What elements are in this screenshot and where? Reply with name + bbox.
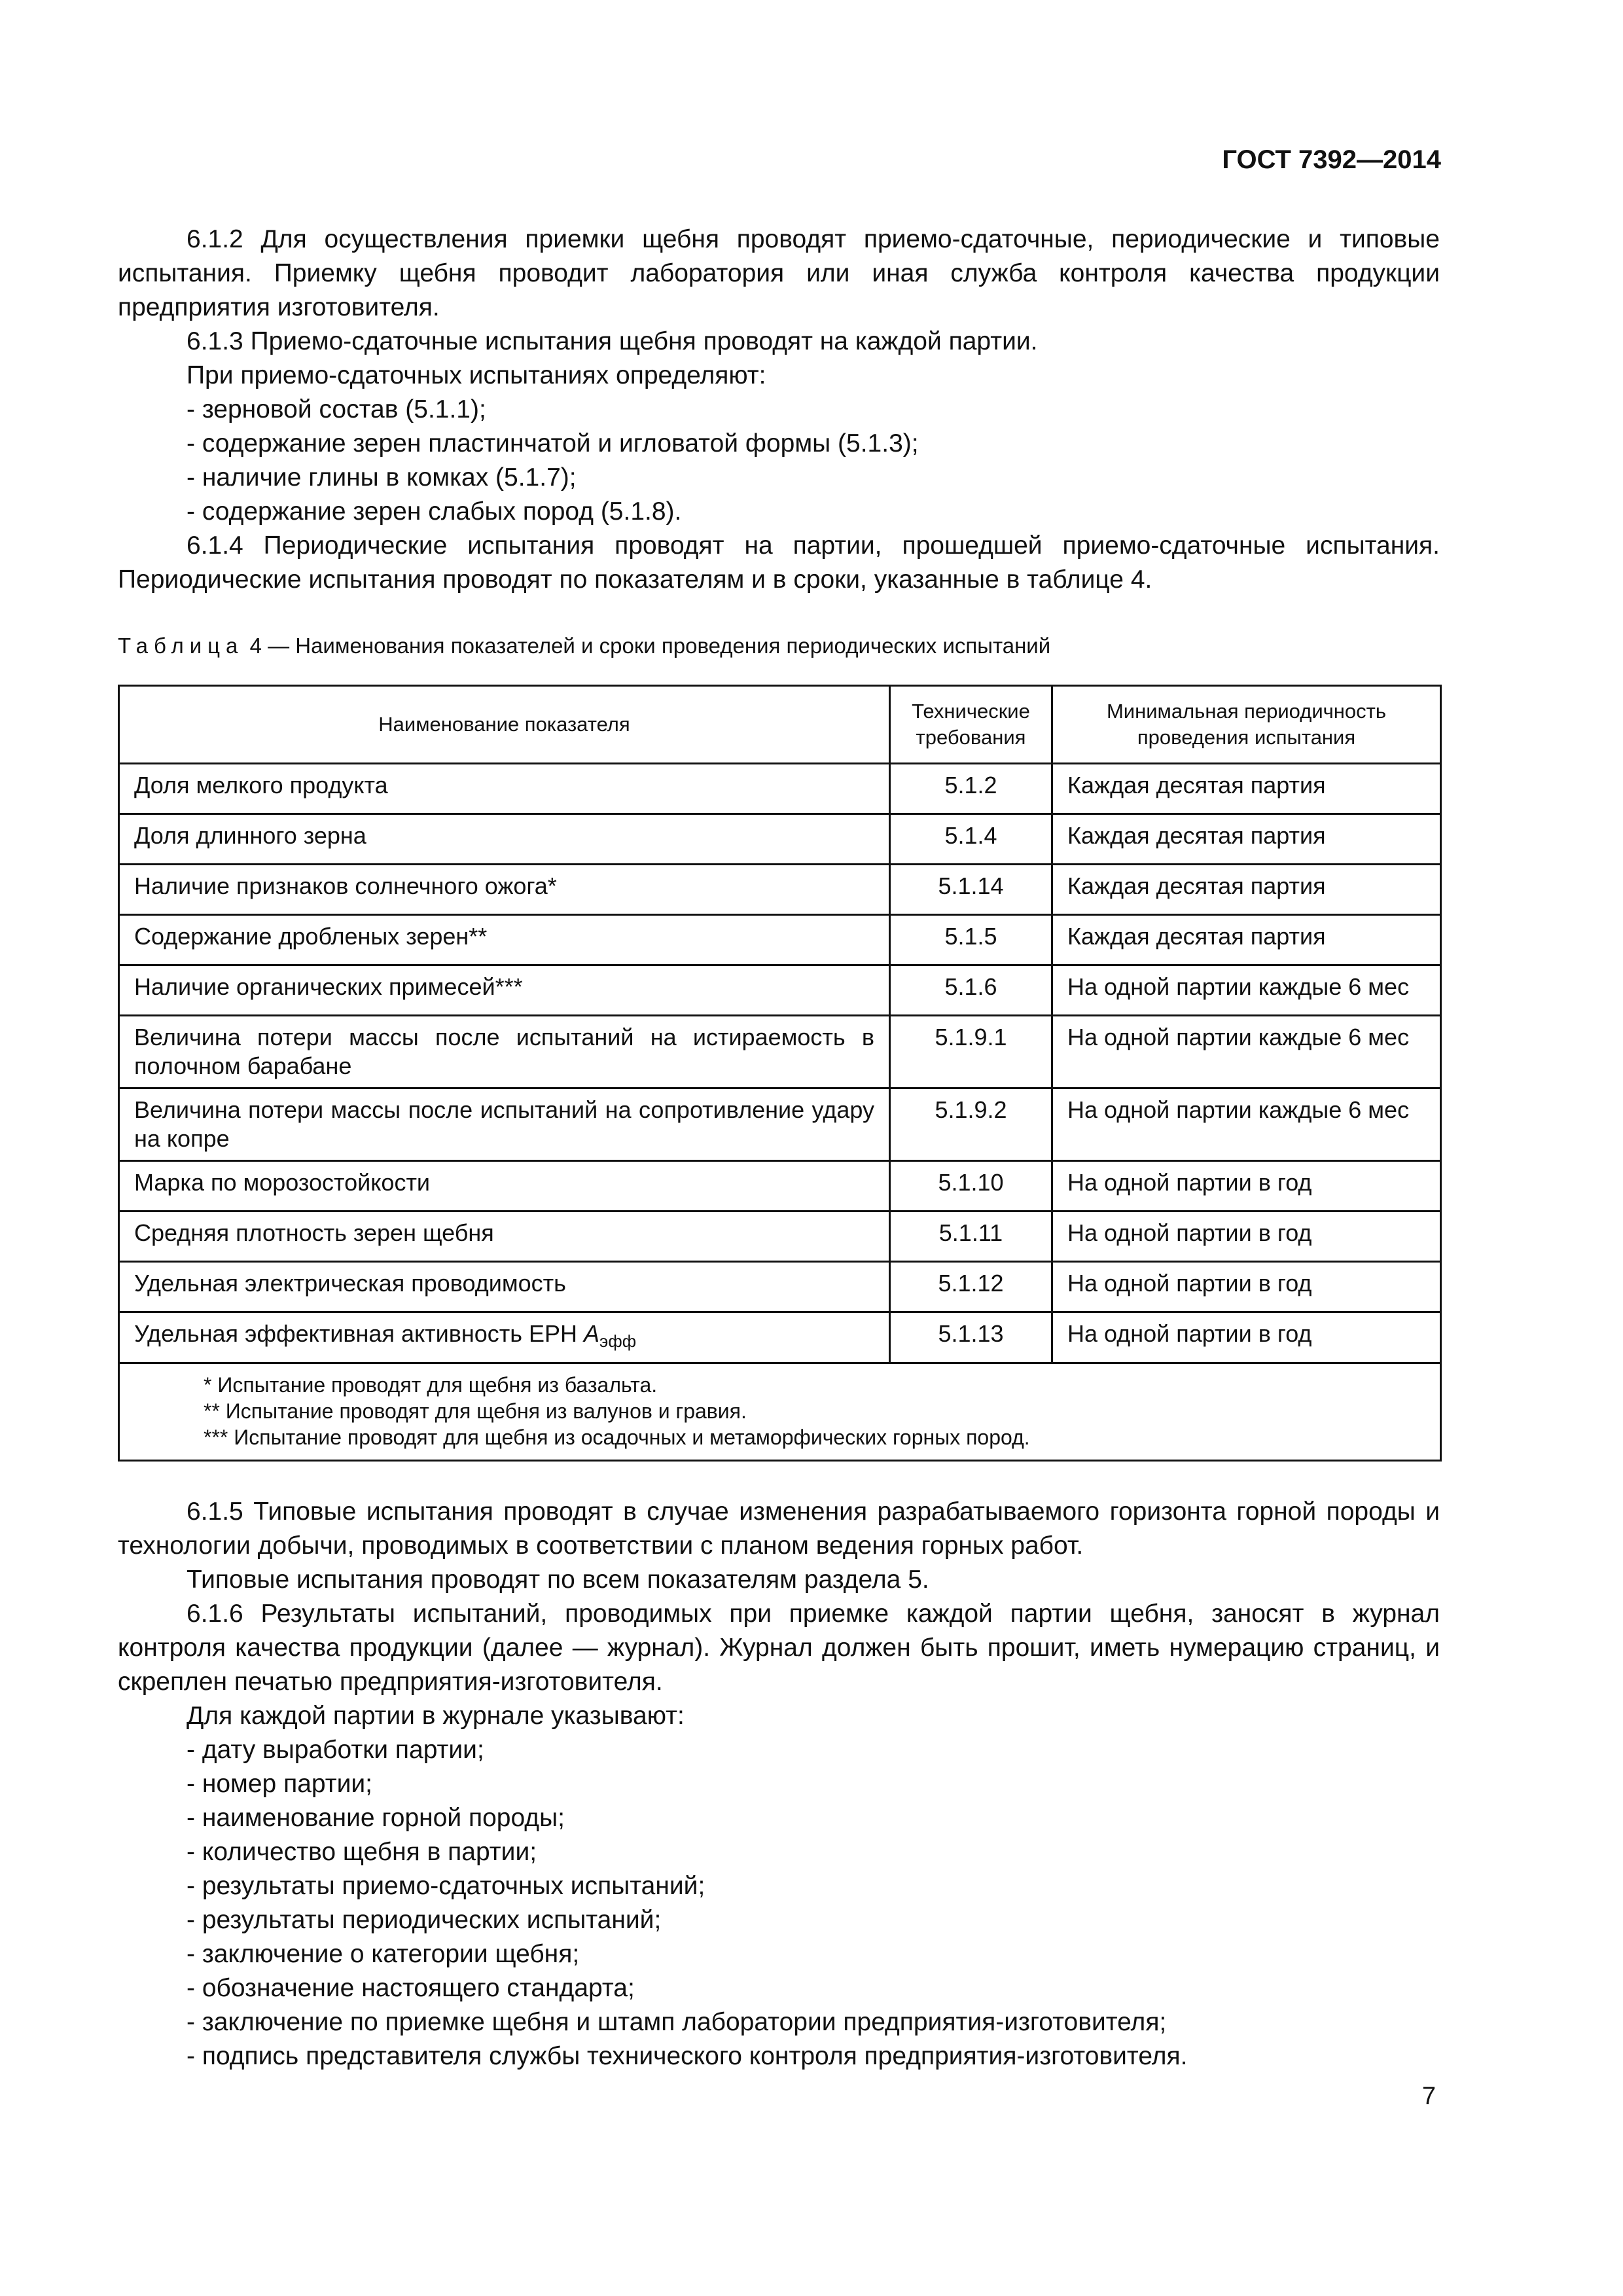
table-row — [119, 1016, 1441, 1088]
table-notes — [119, 1363, 1441, 1461]
list-item: - результаты приемо-сдаточных испытаний; — [187, 1872, 705, 1900]
cell-requirement: 5.1.9.1 — [890, 1016, 1052, 1088]
cell-indicator-name: Удельная электрическая проводимость — [119, 1262, 890, 1312]
list-item: - результаты периодических испытаний; — [187, 1906, 662, 1934]
cell-periodicity: На одной партии в год — [1052, 1312, 1441, 1363]
paragraph: 6.1.6 Результаты испытаний, проводимых при приемке каждой партии щебня, заносят в журнал контроля качества продукции (далее — журнал). Журнал должен быть прошит, иметь нумерацию страниц, и скреплен печатью предприятия-изготовителя. — [118, 1600, 1440, 1696]
list-item: - дату выработки партии; — [187, 1736, 484, 1764]
table-caption — [118, 634, 1050, 658]
cell-periodicity: На одной партии в год — [1052, 1211, 1441, 1262]
list-item: - наименование горной породы; — [187, 1804, 565, 1832]
table-row — [119, 1161, 1441, 1211]
paragraph: Типовые испытания проводят по всем показателям раздела 5. — [187, 1566, 929, 1594]
table-caption-label: Таблица — [118, 634, 244, 658]
cell-requirement: 5.1.5 — [890, 915, 1052, 965]
cell-indicator-name: Средняя плотность зерен щебня — [119, 1211, 890, 1262]
table-row — [119, 1312, 1441, 1363]
cell-periodicity: На одной партии каждые 6 мес — [1052, 1088, 1441, 1161]
paragraph: 6.1.3 Приемо-сдаточные испытания щебня проводят на каждой партии. — [187, 327, 1038, 355]
cell-indicator-name: Доля длинного зерна — [119, 814, 890, 865]
cell-indicator-name — [119, 1312, 890, 1363]
cell-periodicity: Каждая десятая партия — [1052, 865, 1441, 915]
cell-indicator-name: Наличие органических примесей*** — [119, 965, 890, 1016]
list-item: - номер партии; — [187, 1770, 372, 1798]
cell-indicator-name: Марка по морозостойкости — [119, 1161, 890, 1211]
document-code-header: ГОСТ 7392—2014 — [1222, 145, 1441, 174]
footnote: * Испытание проводят для щебня из базальта. — [204, 1373, 658, 1397]
cell-requirement: 5.1.14 — [890, 865, 1052, 915]
table-notes-row — [119, 1363, 1441, 1461]
list-item: - зерновой состав (5.1.1); — [187, 395, 486, 423]
header-indicator-name: Наименование показателя — [119, 686, 890, 764]
cell-indicator-name: Наличие признаков солнечного ожога* — [119, 865, 890, 915]
cell-requirement: 5.1.10 — [890, 1161, 1052, 1211]
body-text-bottom — [118, 1495, 1440, 2073]
cell-indicator-name: Величина потери массы после испытаний на сопротивление удару на копре — [119, 1088, 890, 1161]
cell-indicator-name: Величина потери массы после испытаний на истираемость в полочном барабане — [119, 1016, 890, 1088]
list-item: - заключение по приемке щебня и штамп лаборатории предприятия-изготовителя; — [187, 2008, 1167, 2036]
list-item: - обозначение настоящего стандарта; — [187, 1974, 635, 2002]
footnote: ** Испытание проводят для щебня из валунов и гравия. — [204, 1399, 747, 1423]
header-technical-requirements: Технические требования — [890, 686, 1052, 764]
table-row — [119, 814, 1441, 865]
cell-requirement: 5.1.6 — [890, 965, 1052, 1016]
table-row — [119, 965, 1441, 1016]
cell-periodicity: Каждая десятая партия — [1052, 915, 1441, 965]
cell-requirement: 5.1.13 — [890, 1312, 1052, 1363]
paragraph: 6.1.5 Типовые испытания проводят в случае изменения разрабатываемого горизонта горной породы и технологии добычи, проводимых в соответствии с планом ведения горных работ. — [118, 1498, 1440, 1560]
cell-requirement: 5.1.4 — [890, 814, 1052, 865]
header-minimal-periodicity: Минимальная периодичность проведения испытания — [1052, 686, 1441, 764]
activity-symbol: A — [584, 1320, 600, 1347]
cell-periodicity: Каждая десятая партия — [1052, 764, 1441, 814]
paragraph: 6.1.2 Для осуществления приемки щебня проводят приемо-сдаточные, периодические и типовые испытания. Приемку щебня проводит лаборатория или иная служба контроля качества продукции предприятия изготовителя. — [118, 225, 1440, 321]
paragraph: При приемо-сдаточных испытаниях определяют: — [187, 361, 766, 389]
footnote: *** Испытание проводят для щебня из осадочных и метаморфических горных пород. — [204, 1426, 1030, 1449]
periodic-tests-table — [118, 685, 1442, 1462]
cell-indicator-name: Доля мелкого продукта — [119, 764, 890, 814]
cell-indicator-name: Содержание дробленых зерен** — [119, 915, 890, 965]
cell-requirement: 5.1.12 — [890, 1262, 1052, 1312]
cell-periodicity: На одной партии в год — [1052, 1161, 1441, 1211]
list-item: - заключение о категории щебня; — [187, 1940, 580, 1968]
cell-requirement: 5.1.9.2 — [890, 1088, 1052, 1161]
paragraph: 6.1.4 Периодические испытания проводят на партии, прошедшей приемо-сдаточные испытания. Периодические испытания проводят по показателям и в сроки, указанные в таблице 4. — [118, 531, 1440, 594]
paragraph: Для каждой партии в журнале указывают: — [187, 1702, 685, 1730]
list-item: - количество щебня в партии; — [187, 1838, 537, 1866]
cell-periodicity: На одной партии каждые 6 мес — [1052, 965, 1441, 1016]
table-row — [119, 865, 1441, 915]
table-row — [119, 915, 1441, 965]
cell-requirement: 5.1.11 — [890, 1211, 1052, 1262]
table-caption-text: 4 — Наименования показателей и сроки проведения периодических испытаний — [249, 634, 1051, 658]
body-text-top — [118, 223, 1440, 597]
cell-periodicity: Каждая десятая партия — [1052, 814, 1441, 865]
list-item: - содержание зерен слабых пород (5.1.8). — [187, 497, 682, 526]
page-number: 7 — [1421, 2083, 1436, 2110]
cell-requirement: 5.1.2 — [890, 764, 1052, 814]
list-item: - содержание зерен пластинчатой и игловатой формы (5.1.3); — [187, 429, 919, 457]
table-row — [119, 1088, 1441, 1161]
table-row — [119, 1262, 1441, 1312]
list-item: - подпись представителя службы технического контроля предприятия-изготовителя. — [187, 2042, 1188, 2070]
activity-subscript: эфф — [599, 1331, 637, 1351]
list-item: - наличие глины в комках (5.1.7); — [187, 463, 577, 492]
table-row — [119, 1211, 1441, 1262]
cell-periodicity: На одной партии каждые 6 мес — [1052, 1016, 1441, 1088]
table-row — [119, 764, 1441, 814]
activity-label: Удельная эффективная активность ЕРН — [134, 1320, 584, 1347]
table-header-row — [119, 686, 1441, 764]
cell-periodicity: На одной партии в год — [1052, 1262, 1441, 1312]
